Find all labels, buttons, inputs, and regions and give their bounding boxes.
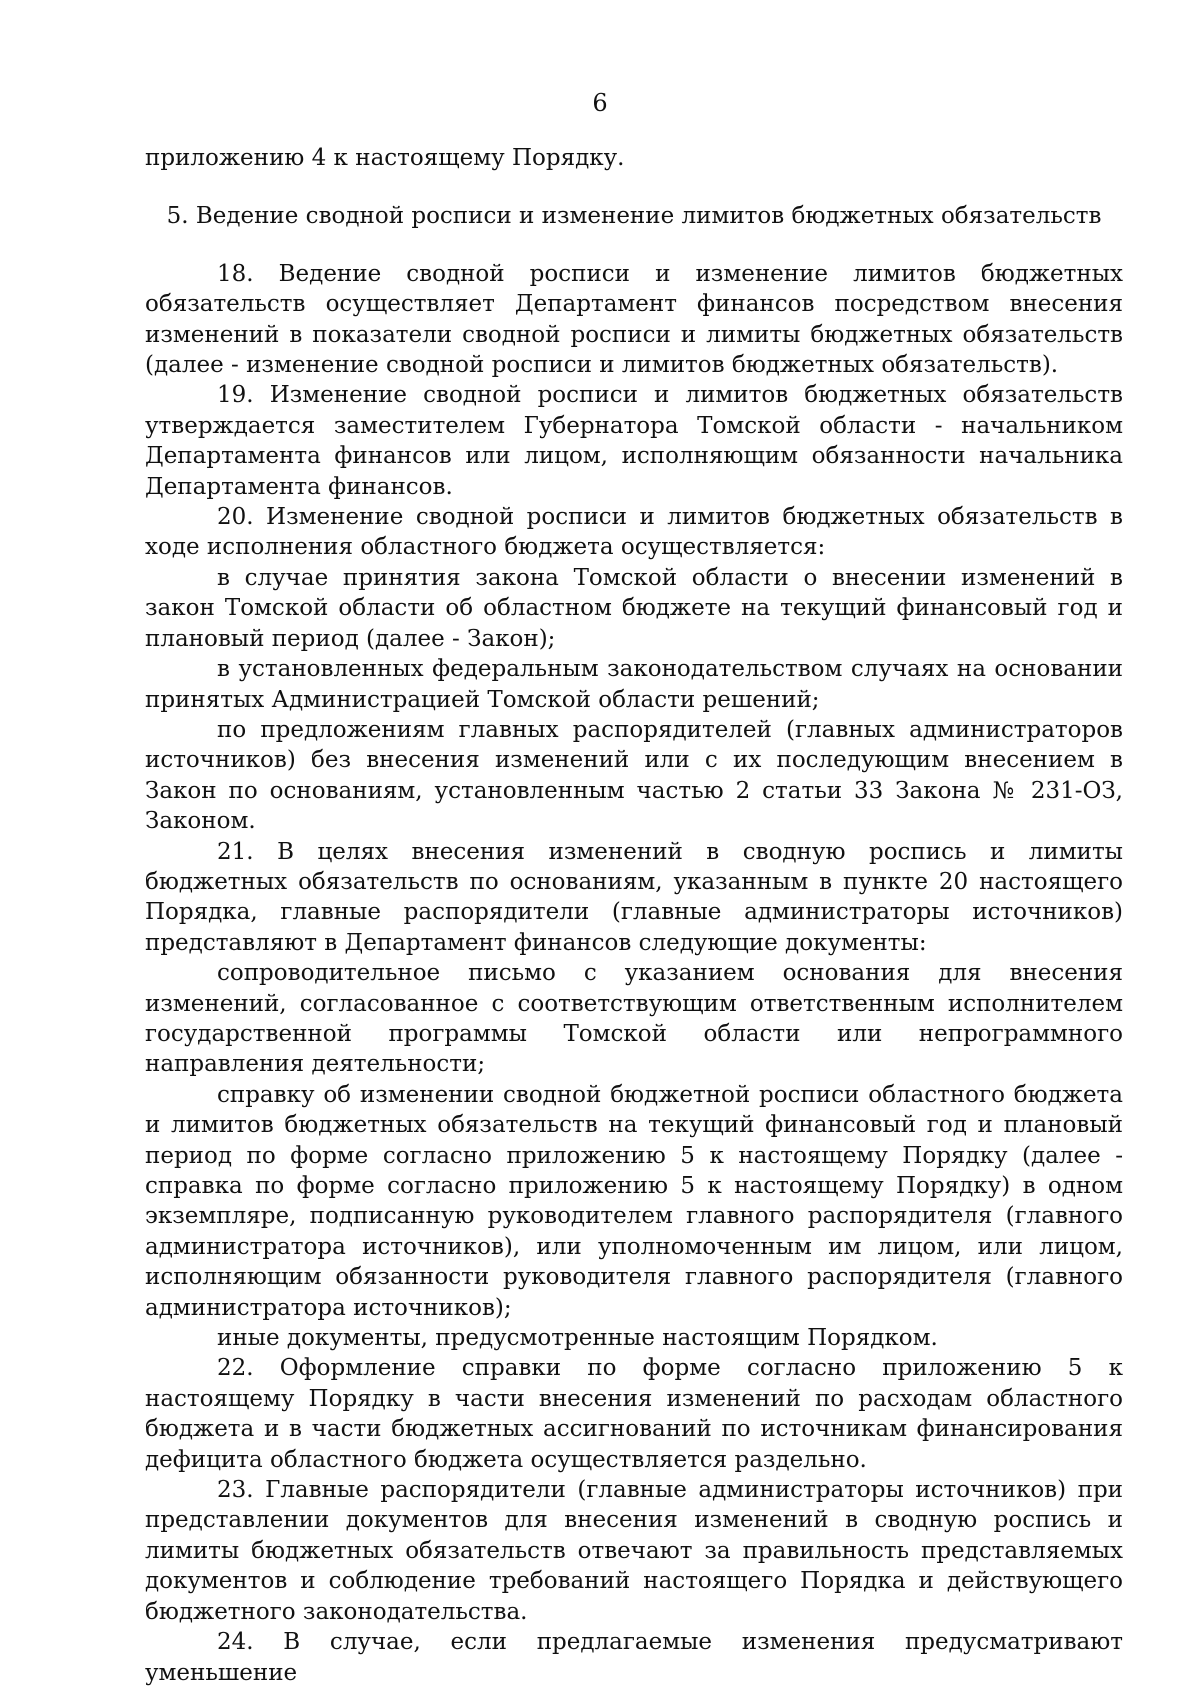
section-heading: 5. Ведение сводной росписи и изменение лимитов бюджетных обязательств [166, 203, 1102, 230]
list-item-cover-letter: сопроводительное письмо с указанием основания для внесения изменений, согласованное с соответствующим ответственным исполнителем государственной программы Томской области или непрограммного направления деятельности; [145, 960, 1123, 1078]
list-item-federal-cases: в установленных федеральным законодательством случаях на основании принятых Администрацией Томской области решений; [145, 656, 1123, 713]
document-body [145, 143, 1123, 1688]
list-item-reference: справку об изменении сводной бюджетной росписи областного бюджета и лимитов бюджетных обязательств на текущий финансовый год и плановый период по форме согласно приложению 5 к настоящему Порядку (далее - справка по форме согласно приложению 5 к настоящему Порядку) в одном экземпляре, подписанную руководителем главного распорядителя (главного администратора источников), или уполномоченным им лицом, или лицом, исполняющим обязанности руководителя главного распорядителя (главного администратора источников); [145, 1081, 1123, 1321]
continuation-text: приложению 4 к настоящему Порядку. [145, 145, 625, 171]
paragraph-22: 22. Оформление справки по форме согласно приложению 5 к настоящему Порядку в части внесения изменений по расходам областного бюджета и в части бюджетных ассигнований по источникам финансирования дефицита областного бюджета осуществляется раздельно. [145, 1355, 1123, 1473]
paragraph-21: 21. В целях внесения изменений в сводную роспись и лимиты бюджетных обязательств по основаниям, указанным в пункте 20 настоящего Порядка, главные распорядители (главные администраторы источников) представляют в Департамент финансов следующие документы: [145, 838, 1123, 956]
paragraph-23: 23. Главные распорядители (главные администраторы источников) при представлении документов для внесения изменений в сводную роспись и лимиты бюджетных обязательств отвечают за правильность представляемых документов и соблюдение требований настоящего Порядка и действующего бюджетного законодательства. [145, 1477, 1123, 1625]
page-number: 6 [592, 89, 608, 117]
paragraph-19: 19. Изменение сводной росписи и лимитов бюджетных обязательств утверждается заместителем Губернатора Томской области - начальником Департамента финансов или лицом, исполняющим обязанности начальника Департамента финансов. [145, 382, 1123, 500]
paragraph-20: 20. Изменение сводной росписи и лимитов бюджетных обязательств в ходе исполнения областного бюджета осуществляется: [145, 504, 1123, 561]
paragraph-24: 24. В случае, если предлагаемые изменения предусматривают уменьшение [145, 1629, 1123, 1686]
list-item-other-documents: иные документы, предусмотренные настоящим Порядком. [217, 1325, 938, 1352]
list-item-law-amendment: в случае принятия закона Томской области о внесении изменений в закон Томской области об областном бюджете на текущий финансовый год и плановый период (далее - Закон); [145, 564, 1123, 652]
list-item-proposals: по предложениям главных распорядителей (главных администраторов источников) без внесения изменений или с их последующим внесением в Закон по основаниям, установленным частью 2 статьи 33 Закона № 231-ОЗ, Законом. [145, 716, 1123, 835]
paragraph-18: 18. Ведение сводной росписи и изменение лимитов бюджетных обязательств осуществляет Департамент финансов посредством внесения изменений в показатели сводной росписи и лимиты бюджетных обязательств (далее - изменение сводной росписи и лимитов бюджетных обязательств). [145, 260, 1123, 379]
